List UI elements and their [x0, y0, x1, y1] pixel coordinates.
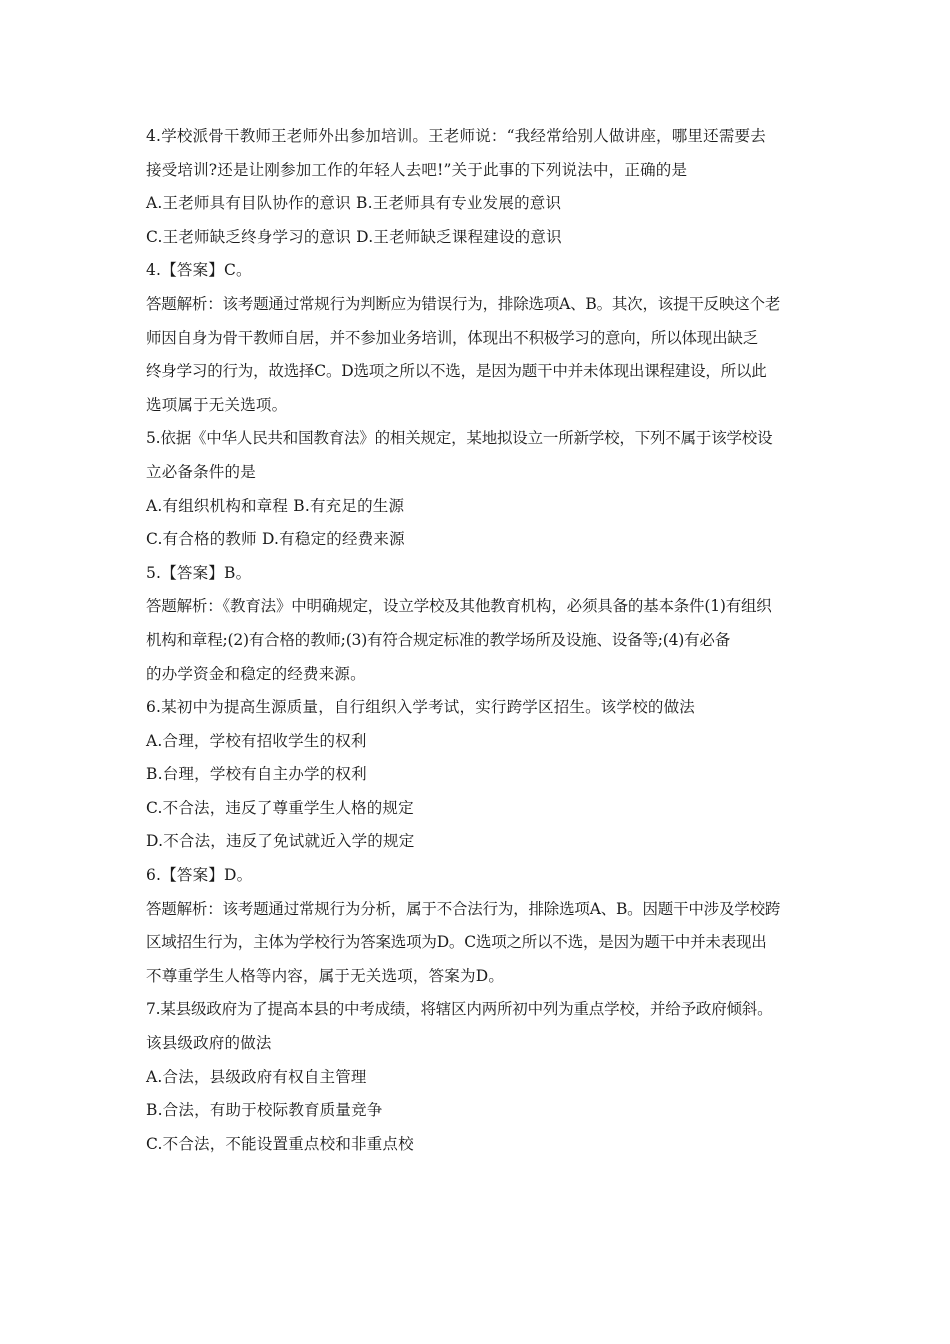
- q7-option-b: B.合法，有助于校际教育质量竞争: [146, 1101, 383, 1120]
- q4-stem-line-1: 4.学校派骨干教师王老师外出参加培训。王老师说：“我经常给别人做讲座，哪里还需要去: [146, 127, 766, 145]
- q5-stem-line-1: 5.依据《中华人民共和国教育法》的相关规定，某地拟设立一所新学校，下列不属于该学校设: [146, 429, 773, 448]
- q7-stem-line-1: 7.某县级政府为了提高本县的中考成绩，将辖区内两所初中列为重点学校，并给予政府倾斜。: [146, 1000, 773, 1019]
- q6-option-c: C.不合法，违反了尊重学生人格的规定: [146, 798, 414, 817]
- q6-option-d: D.不合法，违反了免试就近入学的规定: [146, 832, 415, 851]
- q7-option-a: A.合法，县级政府有权自主管理: [146, 1067, 367, 1086]
- q6-explanation-line-3: 不尊重学生人格等内容，属于无关选项，答案为D。: [146, 966, 505, 985]
- q6-stem: 6.某初中为提高生源质量，自行组织入学考试，实行跨学区招生。该学校的做法: [146, 698, 695, 717]
- q5-options-ab: A.有组织机构和章程 B.有充足的生源: [146, 496, 405, 515]
- q6-answer: 6.【答案】D。: [146, 866, 253, 885]
- q6-explanation-line-1: 答题解析：该考题通过常规行为分析，属于不合法行为，排除选项A、B。因题干中涉及学校跨: [146, 899, 781, 918]
- q5-explanation-line-3: 的办学资金和稳定的经费来源。: [146, 664, 366, 683]
- q4-options-cd: C.王老师缺乏终身学习的意识 D.王老师缺乏课程建设的意识: [146, 227, 562, 246]
- q6-explanation-line-2: 区域招生行为，主体为学校行为答案选项为D。C选项之所以不选，是因为题干中并未表现出: [146, 933, 767, 952]
- q7-stem-line-2: 该县级政府的做法: [146, 1034, 272, 1053]
- q5-explanation-line-2: 机构和章程;(2)有合格的教师;(3)有符合规定标准的教学场所及设施、设备等;(4)有必备: [146, 630, 731, 649]
- q5-stem-line-2: 立必备条件的是: [146, 462, 256, 481]
- q4-explanation-line-2: 师因自身为骨干教师自居，并不参加业务培训，体现出不积极学习的意向，所以体现出缺乏: [146, 328, 759, 347]
- document-page: [146, 120, 826, 1161]
- q5-options-cd: C.有合格的教师 D.有稳定的经费来源: [146, 530, 405, 549]
- q4-explanation-line-3: 终身学习的行为，故选择C。D选项之所以不选，是因为题干中并未体现出课程建设，所以此: [146, 362, 767, 381]
- q4-explanation-line-4: 选项属于无关选项。: [146, 395, 288, 414]
- q5-answer: 5.【答案】B。: [146, 563, 252, 582]
- q5-explanation-line-1: 答题解析：《教育法》中明确规定，设立学校及其他教育机构，必须具备的基本条件(1)有组织: [146, 597, 772, 616]
- q7-option-c: C.不合法，不能设置重点校和非重点校: [146, 1134, 414, 1153]
- q4-options-ab: A.王老师具有目队协作的意识 B.王老师具有专业发展的意识: [146, 194, 562, 213]
- q4-answer: 4.【答案】C。: [146, 261, 252, 280]
- q6-option-a: A.合理，学校有招收学生的权利: [146, 731, 367, 750]
- q6-option-b: B.台理，学校有自主办学的权利: [146, 765, 367, 784]
- q4-explanation-line-1: 答题解析：该考题通过常规行为判断应为错误行为，排除选项A、B。其次，该提干反映这个老: [146, 294, 781, 313]
- q4-stem-line-2: 接受培训?还是让刚参加工作的年轻人去吧!”关于此事的下列说法中，正确的是: [146, 160, 688, 179]
